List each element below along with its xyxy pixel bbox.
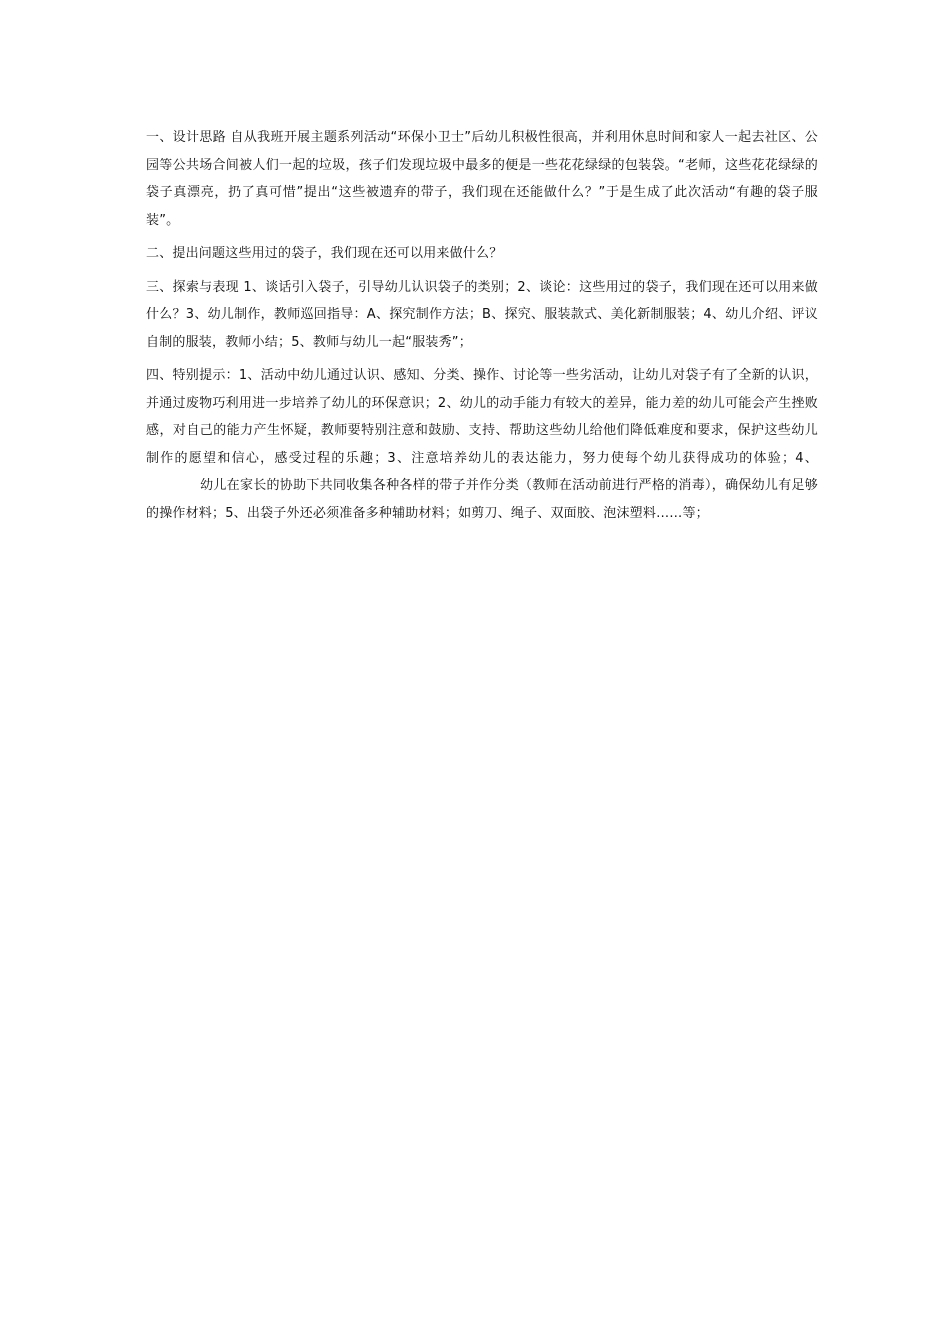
paragraph-question: 二、提出问题这些用过的袋子，我们现在还可以用来做什么？ bbox=[146, 246, 503, 261]
tips-text-part-1: 四、特别提示：1、活动中幼儿通过认识、感知、分类、操作、讨论等一些劣活动，让幼儿对袋子有了全新的认识，并通过废物巧利用进一步培养了幼儿的环保意识；2、幼儿的动手能力有较大的差异，能力差的幼儿可能会产生挫败感，对自己的能力产生怀疑，教师要特别注意和鼓励、支持、帮助这些幼儿给他们降低难度和要求，保护这些幼儿制作的愿望和信心，感受过程的乐趣；3、注意培养幼儿的表达能力，努力使每个幼儿获得成功的体验；4、 bbox=[146, 368, 818, 466]
paragraph-explore: 三、探索与表现 1、谈话引入袋子，引导幼儿认识袋子的类别；2、谈论：这些用过的袋子，我们现在还可以用来做什么？3、幼儿制作，教师巡回指导：A、探究制作方法；B、探究、服装款式、美化新制服装；4、幼儿介绍、评议自制的服装，教师小结；5、教师与幼儿一起“服装秀”； bbox=[146, 279, 818, 350]
paragraph-design-idea: 一、设计思路 自从我班开展主题系列活动“环保小卫士”后幼儿积极性很高，并利用休息时间和家人一起去社区、公园等公共场合间被人们一起的垃圾，孩子们发现垃圾中最多的便是一些花花绿绿的包装袋。“老师，这些花花绿绿的袋子真漂亮，扔了真可惜”提出“这些被遗弃的带子，我们现在还能做什么？”于是生成了此次活动“有趣的袋子服装”。 bbox=[146, 130, 818, 228]
paragraph-tips bbox=[146, 362, 818, 527]
document-body bbox=[146, 124, 818, 533]
tips-text-part-2: 幼儿在家长的协助下共同收集各种各样的带子并作分类（教师在活动前进行严格的消毒），确保幼儿有足够的操作材料；5、出袋子外还必须准备多种辅助材料；如剪刀、绳子、双面胶、泡沫塑料……等； bbox=[146, 478, 818, 521]
